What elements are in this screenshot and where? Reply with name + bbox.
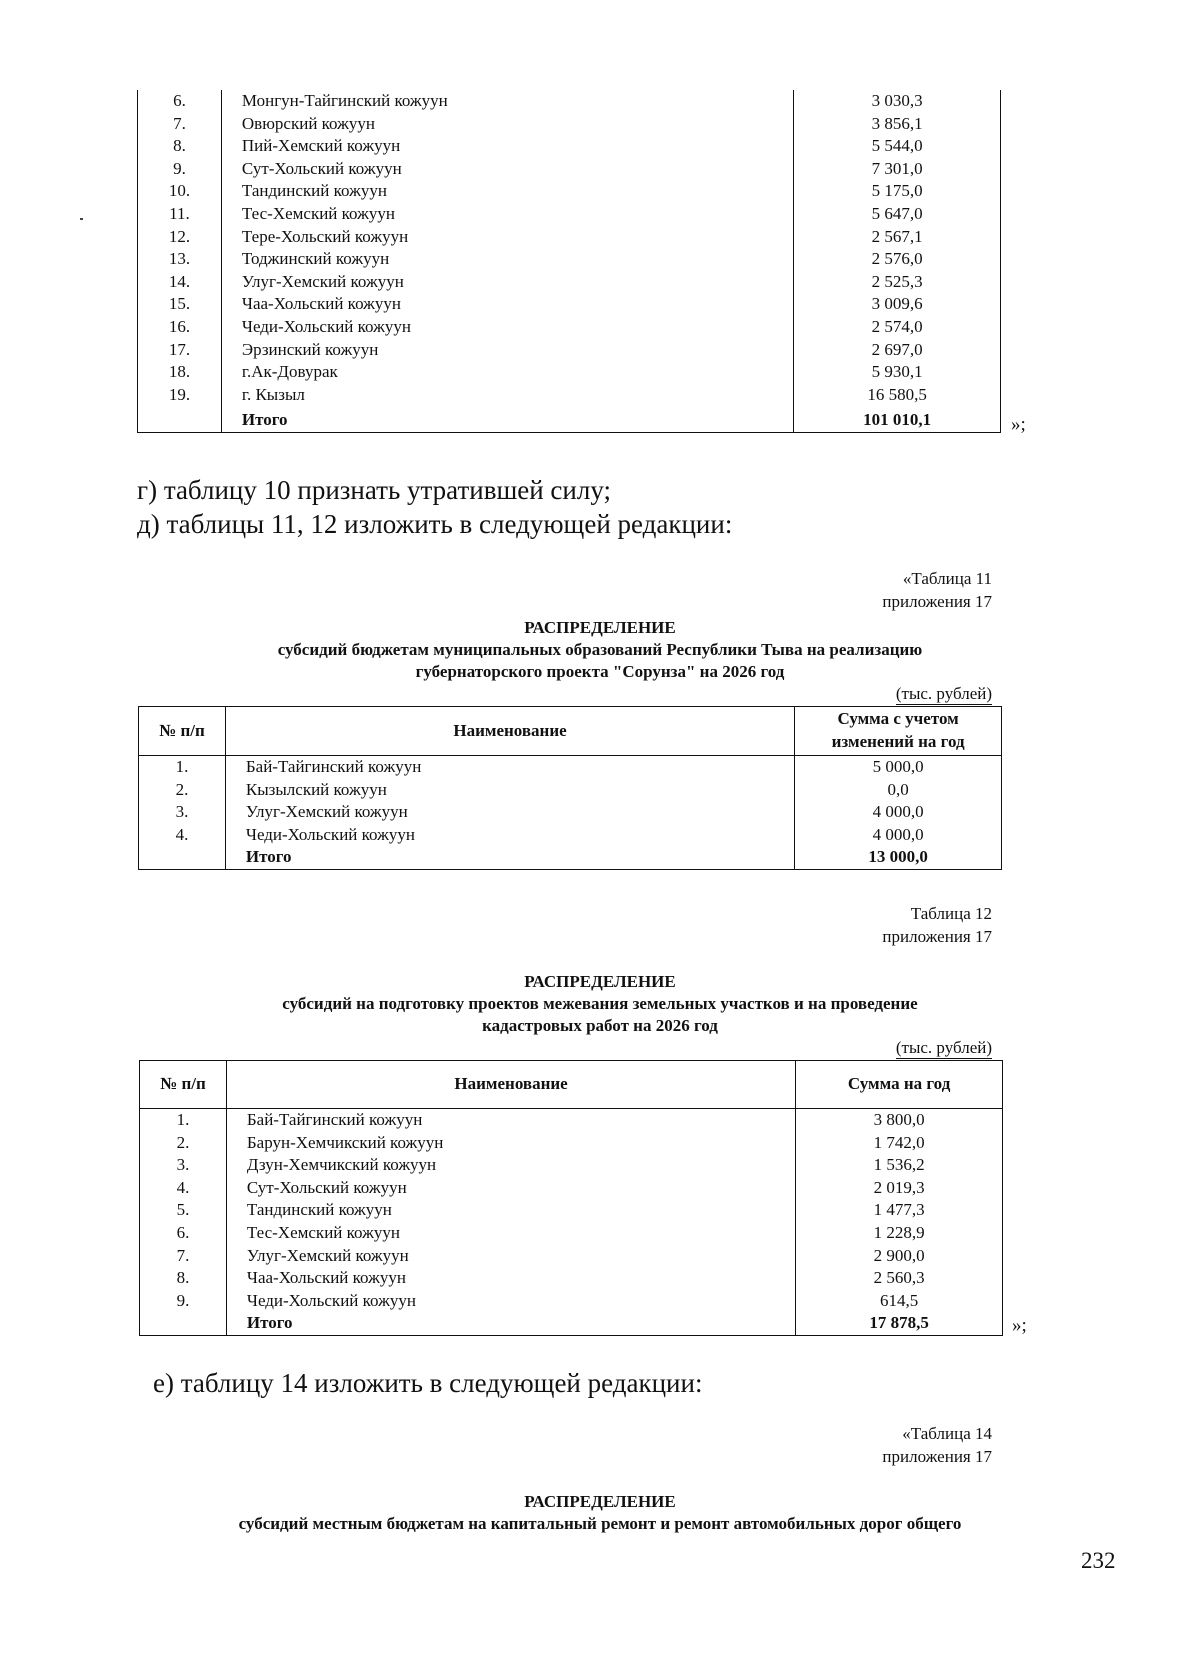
row-number: 1.: [140, 1109, 227, 1132]
total-num-cell: [138, 406, 222, 432]
row-number: 9.: [140, 1290, 227, 1313]
row-name: Тере-Хольский кожуун: [221, 226, 793, 249]
row-number: 7.: [138, 113, 222, 136]
row-number: 18.: [138, 361, 222, 384]
table-row: [139, 756, 1002, 779]
table11-title-line1: РАСПРЕДЕЛЕНИЕ: [524, 618, 676, 637]
row-number: 7.: [140, 1245, 227, 1268]
row-number: 14.: [138, 271, 222, 294]
row-name: Тоджинский кожуун: [221, 248, 793, 271]
table11-body: [139, 756, 1002, 847]
table-row: [140, 1109, 1003, 1132]
table11-header-name: Наименование: [225, 707, 794, 756]
row-name: г.Ак-Довурак: [221, 361, 793, 384]
row-value: 2 900,0: [873, 1245, 925, 1265]
table-row: [138, 203, 1001, 226]
row-value: 4 000,0: [872, 824, 924, 844]
table-row: [138, 361, 1001, 384]
scan-mark: [80, 218, 83, 220]
continuation-table: [137, 90, 1001, 433]
row-name: Эрзинский кожуун: [221, 339, 793, 362]
row-number: 10.: [138, 180, 222, 203]
table14-title-line1: РАСПРЕДЕЛЕНИЕ: [524, 1492, 676, 1511]
table-row: [138, 316, 1001, 339]
row-value: 5 930,1: [871, 362, 923, 382]
table12-title: [0, 971, 1200, 1037]
table12-title-line2: субсидий на подготовку проектов межевания земельных участков и на проведение: [282, 994, 918, 1013]
table-row: [140, 1222, 1003, 1245]
row-name: Тес-Хемский кожуун: [221, 203, 793, 226]
table-row: [140, 1199, 1003, 1222]
table-row: [138, 226, 1001, 249]
table11-header-sum-line1: Сумма с учетом: [837, 709, 959, 729]
paragraph-d: д) таблицы 11, 12 изложить в следующей редакции:: [137, 509, 733, 539]
table12-unit: (тыс. рублей): [895, 1038, 992, 1057]
table11-total-row: [139, 846, 1002, 869]
row-number: 1.: [139, 756, 226, 779]
row-number: 12.: [138, 226, 222, 249]
table-row: [138, 339, 1001, 362]
row-value: 2 697,0: [871, 339, 923, 359]
table11-unit: (тыс. рублей): [895, 684, 992, 703]
row-name: Улуг-Хемский кожуун: [226, 1245, 795, 1268]
row-name: Барун-Хемчикский кожуун: [226, 1132, 795, 1155]
row-number: 2.: [140, 1132, 227, 1155]
table-row: [138, 90, 1001, 113]
table-row: [138, 271, 1001, 294]
row-name: Чеди-Хольский кожуун: [226, 1290, 795, 1313]
table11-header-sum: [795, 707, 1002, 756]
table12-header-name: Наименование: [226, 1061, 795, 1109]
table12-title-line3: кадастровых работ на 2026 год: [482, 1016, 718, 1035]
row-number: 3.: [140, 1154, 227, 1177]
table14-ref-line1: «Таблица 14: [902, 1424, 992, 1443]
paragraph-g: г) таблицу 10 признать утратившей силу;: [137, 475, 611, 505]
row-value: 5 175,0: [871, 181, 923, 201]
table11-header-sum-line2: изменений на год: [831, 732, 965, 751]
row-number: 16.: [138, 316, 222, 339]
table11-ref-line1: «Таблица 11: [902, 569, 992, 588]
row-value: 0,0: [887, 779, 909, 799]
row-value: 2 567,1: [871, 226, 923, 246]
row-value: 2 574,0: [871, 316, 923, 336]
table12-ref-line1: Таблица 12: [910, 904, 992, 923]
row-value: 1 228,9: [873, 1222, 925, 1242]
table11-header-row: [139, 707, 1002, 756]
table14-title: [0, 1491, 1200, 1535]
paragraph-e: е) таблицу 14 изложить в следующей редакции:: [153, 1368, 703, 1398]
row-value: 1 742,0: [873, 1132, 925, 1152]
row-number: 17.: [138, 339, 222, 362]
row-name: Овюрский кожуун: [221, 113, 793, 136]
table-row: [138, 180, 1001, 203]
table12-header-row: [140, 1061, 1003, 1109]
row-name: Чеди-Хольский кожуун: [221, 316, 793, 339]
continuation-total-row: [138, 406, 1001, 432]
table-row: [139, 801, 1002, 824]
table12-body: [140, 1109, 1003, 1313]
row-name: Сут-Хольский кожуун: [221, 158, 793, 181]
row-name: Пий-Хемский кожуун: [221, 135, 793, 158]
row-number: 9.: [138, 158, 222, 181]
table12-reference: [882, 902, 992, 948]
row-value: 1 477,3: [873, 1200, 925, 1220]
row-value: 7 301,0: [871, 158, 923, 178]
row-number: 6.: [140, 1222, 227, 1245]
row-name: Кызылский кожуун: [225, 779, 794, 802]
row-value: 2 560,3: [873, 1268, 925, 1288]
row-value: 3 856,1: [871, 113, 923, 133]
row-name: Бай-Тайгинский кожуун: [225, 756, 794, 779]
table14-title-line2: субсидий местным бюджетам на капитальный ремонт и ремонт автомобильных дорог общего: [238, 1514, 962, 1533]
total-label: Итого: [221, 406, 793, 432]
table11-total-num: [139, 846, 226, 869]
row-name: Чаа-Хольский кожуун: [221, 293, 793, 316]
table12-total-label: Итого: [226, 1312, 795, 1335]
table12-header-num: № п/п: [140, 1061, 227, 1109]
table11-title-line2: субсидий бюджетам муниципальных образований Республики Тыва на реализацию: [277, 640, 923, 659]
row-name: Тандинский кожуун: [221, 180, 793, 203]
row-value: 4 000,0: [872, 802, 924, 822]
row-name: Чеди-Хольский кожуун: [225, 824, 794, 847]
row-name: Тандинский кожуун: [226, 1199, 795, 1222]
total-value: 101 010,1: [794, 406, 1001, 432]
row-number: 5.: [140, 1199, 227, 1222]
row-value: 1 536,2: [873, 1155, 925, 1175]
table11-header-num: № п/п: [139, 707, 226, 756]
row-name: Сут-Хольский кожуун: [226, 1177, 795, 1200]
table-row: [140, 1154, 1003, 1177]
table12-total-num: [140, 1312, 227, 1335]
table12: [139, 1060, 1003, 1336]
row-name: г. Кызыл: [221, 384, 793, 407]
table-row: [138, 293, 1001, 316]
row-number: 8.: [138, 135, 222, 158]
table-row: [140, 1177, 1003, 1200]
table-row: [138, 384, 1001, 407]
table-row: [140, 1132, 1003, 1155]
row-number: 15.: [138, 293, 222, 316]
row-number: 4.: [139, 824, 226, 847]
table-row: [140, 1267, 1003, 1290]
row-number: 4.: [140, 1177, 227, 1200]
row-name: Улуг-Хемский кожуун: [221, 271, 793, 294]
row-value: 3 009,6: [871, 294, 923, 314]
row-value: 16 580,5: [867, 384, 927, 404]
row-value: 2 576,0: [871, 249, 923, 269]
row-value: 3 030,3: [871, 91, 923, 110]
row-number: 6.: [138, 90, 222, 113]
row-value: 5 647,0: [871, 203, 923, 223]
table12-quote-closer: »;: [1012, 1315, 1027, 1336]
quote-closer: »;: [1011, 414, 1026, 435]
table11-ref-line2: приложения 17: [882, 592, 992, 611]
table11-total-value: 13 000,0: [868, 847, 928, 867]
table12-ref-line2: приложения 17: [882, 927, 992, 946]
row-name: Монгун-Тайгинский кожуун: [221, 90, 793, 113]
row-name: Чаа-Хольский кожуун: [226, 1267, 795, 1290]
table-row: [138, 158, 1001, 181]
row-name: Тес-Хемский кожуун: [226, 1222, 795, 1245]
row-number: 13.: [138, 248, 222, 271]
table-row: [138, 248, 1001, 271]
row-value: 2 019,3: [873, 1177, 925, 1197]
table-row: [139, 779, 1002, 802]
table14-reference: [882, 1422, 992, 1468]
table12-header-sum: Сумма на год: [847, 1074, 951, 1094]
continuation-table-body: [138, 90, 1001, 406]
table-row: [138, 135, 1001, 158]
row-value: 2 525,3: [871, 271, 923, 291]
row-name: Бай-Тайгинский кожуун: [226, 1109, 795, 1132]
table12-title-line1: РАСПРЕДЕЛЕНИЕ: [524, 972, 676, 991]
row-name: Улуг-Хемский кожуун: [225, 801, 794, 824]
row-name: Дзун-Хемчикский кожуун: [226, 1154, 795, 1177]
table-row: [138, 113, 1001, 136]
table-row: [140, 1245, 1003, 1268]
table11-title-line3: губернаторского проекта "Сорунза" на 2026 год: [415, 662, 785, 681]
row-number: 19.: [138, 384, 222, 407]
row-value: 5 000,0: [872, 757, 924, 776]
row-number: 8.: [140, 1267, 227, 1290]
row-value: 5 544,0: [871, 136, 923, 156]
table12-total-value: 17 878,5: [869, 1313, 929, 1333]
row-value: 614,5: [879, 1290, 919, 1310]
table-row: [140, 1290, 1003, 1313]
table11-title: [0, 617, 1200, 683]
row-number: 11.: [138, 203, 222, 226]
table14-ref-line2: приложения 17: [882, 1447, 992, 1466]
row-number: 2.: [139, 779, 226, 802]
table11: [138, 706, 1002, 870]
table11-reference: [882, 567, 992, 613]
table-row: [139, 824, 1002, 847]
table11-total-label: Итого: [225, 846, 794, 869]
row-number: 3.: [139, 801, 226, 824]
row-value: 3 800,0: [873, 1110, 925, 1129]
page-number: 232: [1081, 1548, 1116, 1573]
table12-total-row: [140, 1312, 1003, 1335]
